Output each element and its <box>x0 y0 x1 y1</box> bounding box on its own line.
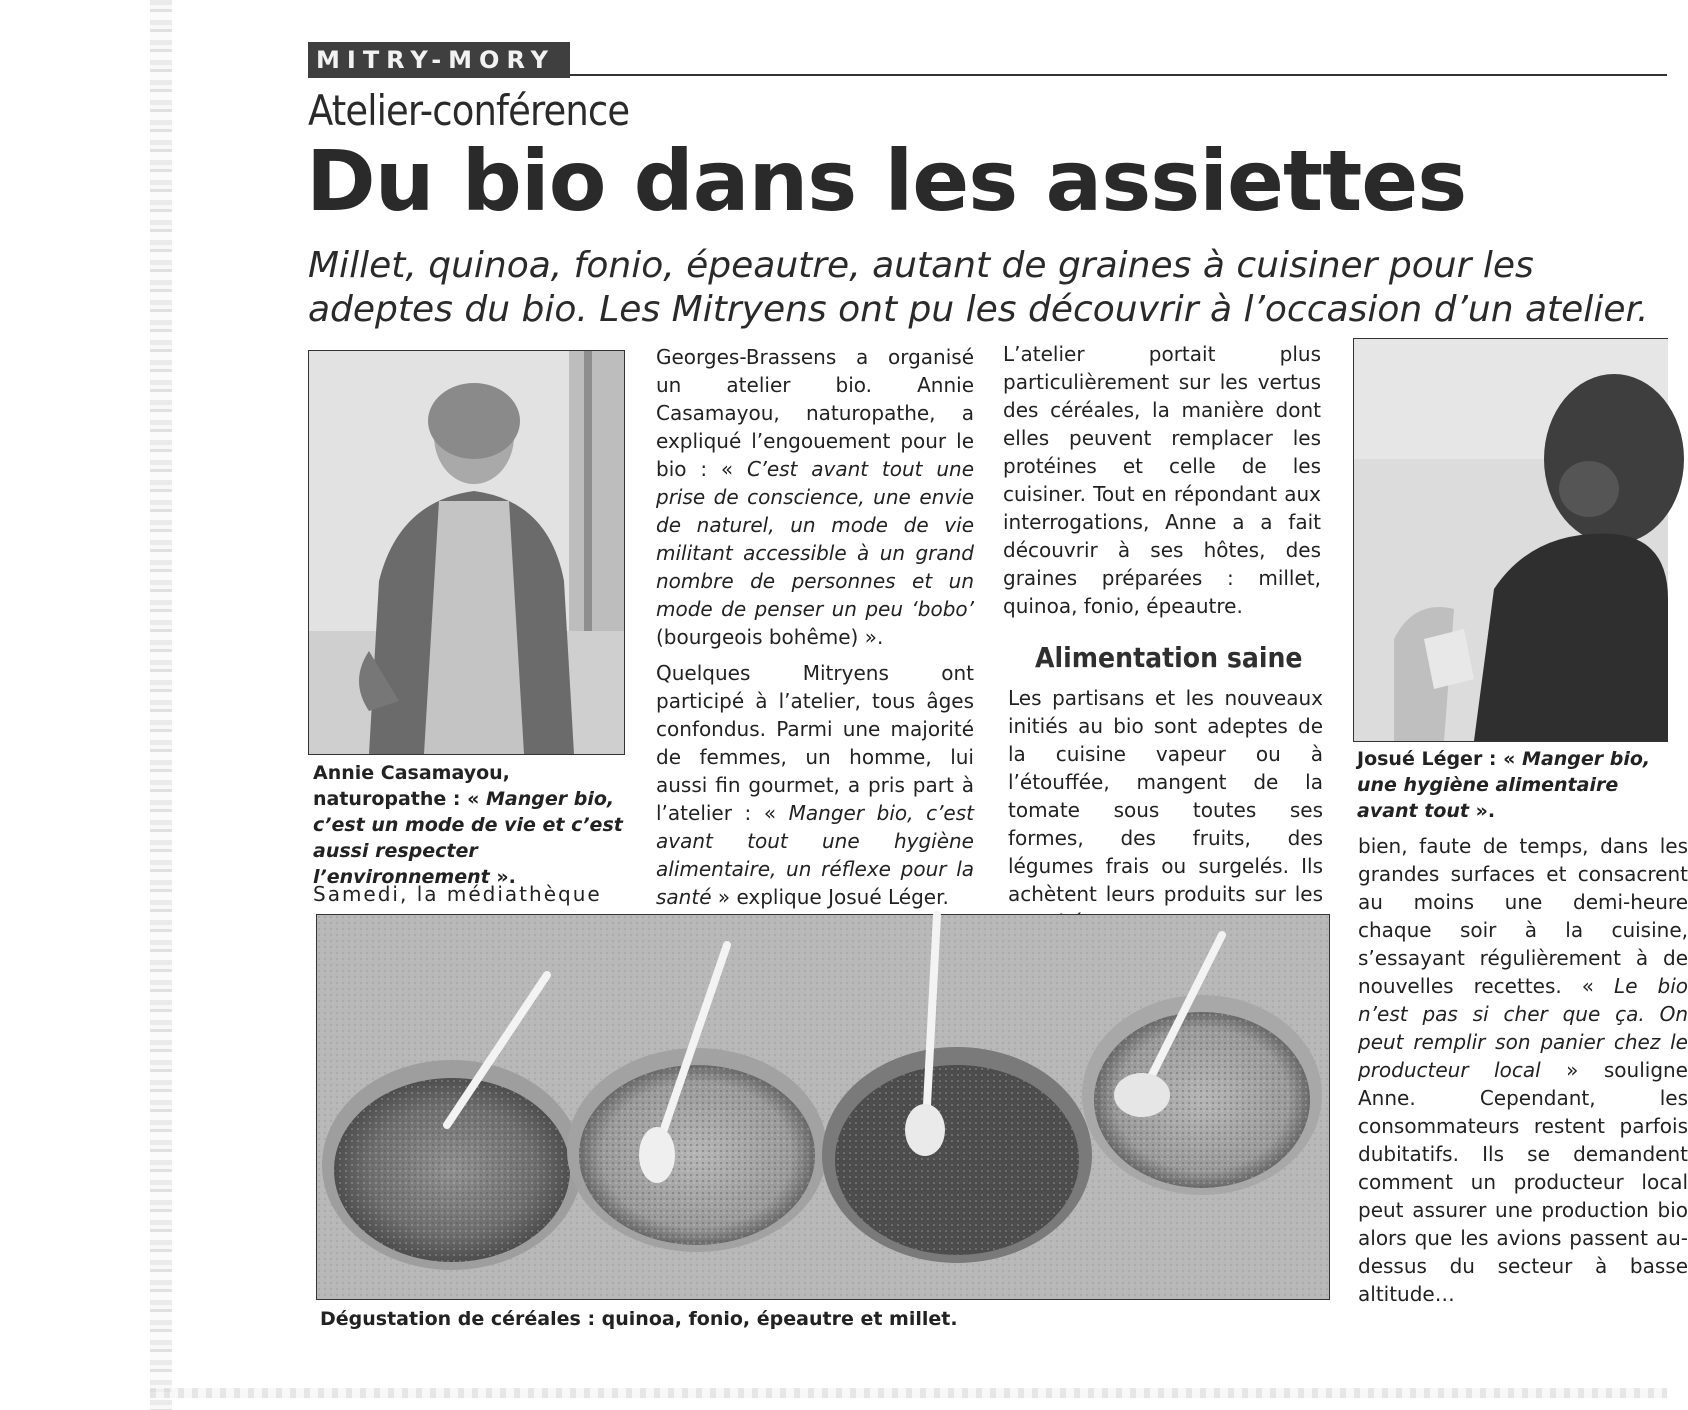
caption-bowls <box>320 1306 1320 1332</box>
kicker: Atelier-conférence <box>308 86 630 135</box>
col2-paragraph-1 <box>656 343 974 651</box>
col2-p1-end: (bourgeois bohême) ». <box>656 625 884 649</box>
caption-annie-quote: Manger bio, c’est un mode de vie et c’est aussi respecter l’environnement <box>313 788 623 888</box>
col3-paragraph-2: Les partisans et les nouveaux initiés au bio sont adeptes de la cuisine vapeur ou à l’étouffée, mangent de la tomate sous toutes ses formes, des fruits, des légumes frais ou surgelés. Ils achètent leurs produits sur les <box>1008 686 1323 906</box>
photo-bowls <box>316 914 1330 1300</box>
column-3 <box>1003 340 1321 618</box>
caption-annie-name: Annie Casamayou, naturopathe : « <box>313 762 510 810</box>
section-rubric: MITRY-MORY <box>308 42 570 78</box>
caption-annie-end: ». <box>496 866 516 888</box>
col4-paragraph-1 <box>1358 832 1688 1308</box>
col2-p2-end: » explique Josué Léger. <box>711 885 949 909</box>
col4-p1-quote: Le bio n’est pas si cher que ça. On peut remplir son panier chez le producteur local <box>1358 974 1688 1082</box>
caption-annie <box>313 760 628 890</box>
scan-bottom-artifact <box>150 1388 1667 1398</box>
photo-annie <box>308 350 625 755</box>
lead-paragraph: Millet, quinoa, fonio, épeautre, autant de graines à cuisiner pour les adeptes du bio. Les Mitryens ont pu les découvrir à l’occasion d’un atelier. <box>308 245 1649 330</box>
col1-text: Samedi, la médiathèque <box>313 882 602 906</box>
photo-bowls-image <box>317 915 1329 1299</box>
caption-josue-end: ». <box>1475 800 1496 822</box>
caption-josue-quote: Manger bio, une hygiène alimentaire avant tout <box>1357 748 1651 822</box>
col4-p1-start: bien, faute de temps, dans les grandes surfaces et consacrent au moins une demi-heure chaque soir à la cuisine, s’essayant régulièrement à de nouvelles recettes. « <box>1358 834 1688 998</box>
photo-josue <box>1353 338 1668 742</box>
rubric-rule <box>570 74 1667 76</box>
col2-p1-quote: C’est avant tout une prise de conscience, une envie de naturel, un mode de vie militant accessible à un grand nombre de personnes et un mode de penser un peu ‘bobo’ <box>656 457 974 621</box>
column-1-start <box>313 880 628 908</box>
col2-p2-start: Quelques Mitryens ont participé à l’atelier, tous âges confondus. Parmi une majorité de femmes, un homme, lui aussi fin gourmet, a pris part à l’atelier : « <box>656 661 974 825</box>
subhead-alimentation-saine: Alimentation saine <box>1035 641 1303 674</box>
caption-josue-name: Josué Léger : « <box>1357 748 1516 770</box>
headline: Du bio dans les assiettes <box>306 132 1467 230</box>
photo-josue-image <box>1354 339 1668 741</box>
caption-josue <box>1357 746 1662 824</box>
col3-paragraph-1: L’atelier portait plus particulièrement sur les vertus des céréales, la manière dont elles peuvent remplacer les protéines et celle de les cuisiner. Tout en répondant aux interrogations, Anne a a fait découvrir à ses hôtes, des graines préparées : millet, quinoa, fonio, épeautre. <box>1003 342 1321 618</box>
col2-paragraph-2 <box>656 659 974 911</box>
photo-annie-image <box>309 351 624 754</box>
col2-p1-start: Georges-Brassens a organisé un atelier bio. Annie Casamayou, naturopathe, a expliqué l’engouement pour le bio : « <box>656 345 974 481</box>
scan-edge-artifact <box>150 0 172 1410</box>
col4-p1-end: » souligne Anne. Cependant, les consommateurs restent parfois dubitatifs. Ils se demandent comment un producteur local peut assurer une production bio alors que les avions passent au-dessus du secteur à basse altitude… <box>1358 1058 1688 1306</box>
col2-p2-quote: Manger bio, c’est avant tout une hygiène alimentaire, un réflexe pour la santé <box>656 801 974 909</box>
column-3-continued <box>1008 684 1323 904</box>
column-4 <box>1358 832 1688 1312</box>
caption-bowls-text: Dégustation de céréales : quinoa, fonio, épeautre et millet. <box>320 1308 958 1330</box>
column-2 <box>656 343 974 909</box>
